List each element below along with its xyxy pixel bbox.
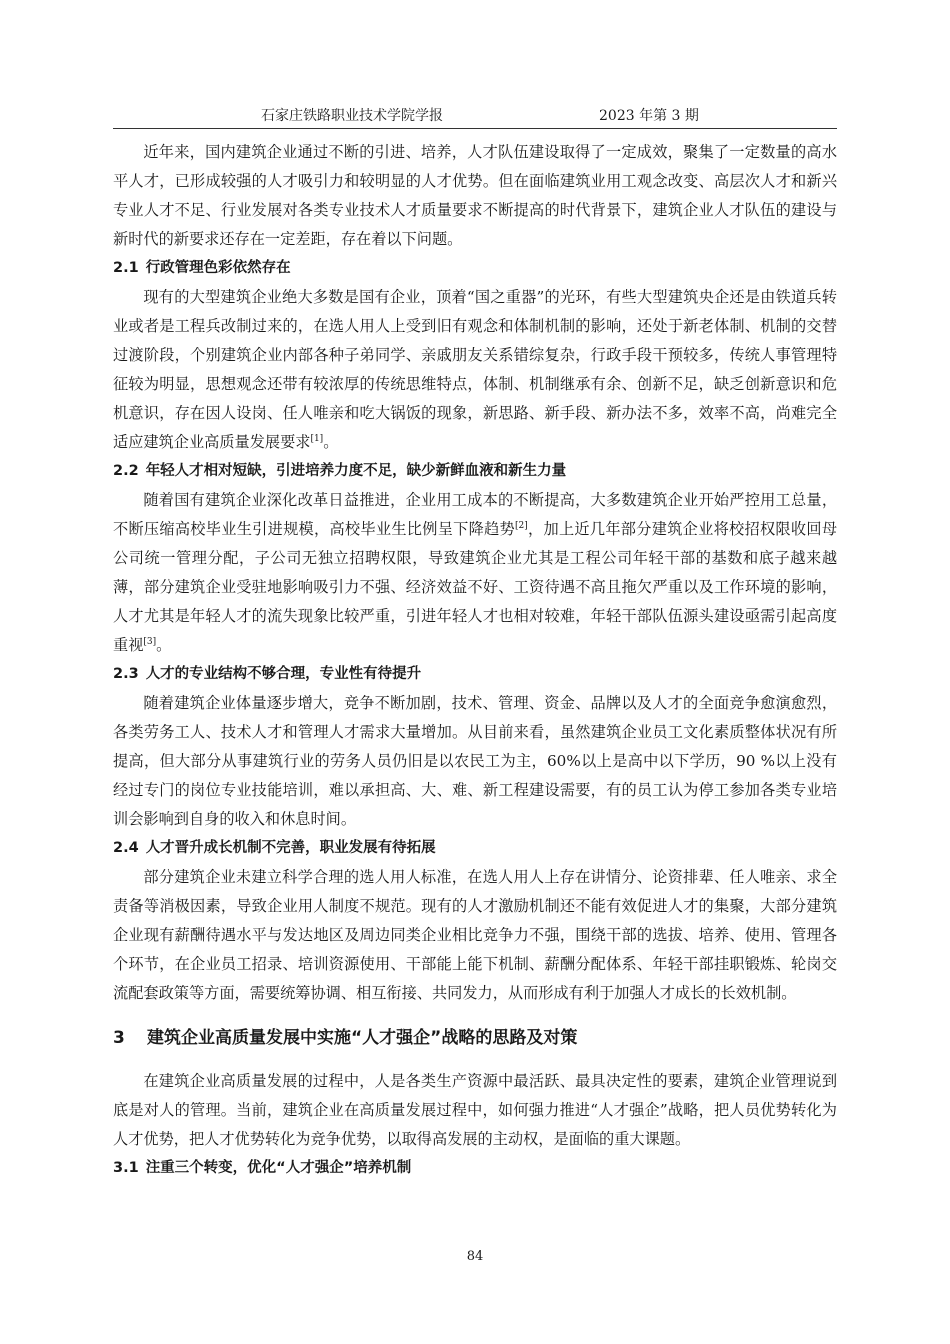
section-2-4-heading (113, 834, 837, 863)
header-rule (113, 128, 837, 129)
section-2-1-paragraph (113, 283, 837, 457)
section-title: 建筑企业高质量发展中实施“人才强企”战略的思路及对策 (147, 1028, 578, 1048)
issue-label: 2023 年第 3 期 (599, 108, 699, 124)
paragraph-tail: 。 (156, 636, 172, 654)
section-2-1-heading (113, 254, 837, 283)
citation-ref[interactable]: [2] (515, 521, 528, 531)
paragraph-text: ，加上近几年部分建筑企业将校招权限收回母公司统一管理分配，子公司无独立招聘权限，导致建筑企业尤其是工程公司年轻干部的基数和底子越来越薄，部分建筑企业受驻地影响吸引力不强、经济效益不好、工资待遇不高且拖欠严重以及工作环境的影响，人才尤其是年轻人才的流失现象比较严重，引进年轻人才也相对较难，年轻干部队伍源头建设亟需引起高度重视 (113, 520, 838, 654)
citation-ref[interactable]: [3] (143, 637, 157, 647)
section-3-heading (113, 1023, 837, 1053)
paragraph-text: 随着国有建筑企业深化改革日益推进，企业用工成本的不断提高，大多数建筑企业开始严控用工总量，不断压缩高校毕业生引进规模，高校毕业生比例呈下降趋势 (113, 491, 837, 538)
section-title: 人才晋升成长机制不完善，职业发展有待拓展 (145, 840, 436, 856)
section-title: 年轻人才相对短缺，引进培养力度不足，缺少新鲜血液和新生力量 (145, 463, 567, 479)
intro-paragraph: 近年来，国内建筑企业通过不断的引进、培养，人才队伍建设取得了一定成效，聚集了一定数量的高水平人才，已形成较强的人才吸引力和较明显的人才优势。但在面临建筑业用工观念改变、高层次人才和新兴专业人才不足、行业发展对各类专业技术人才质量要求不断提高的时代背景下，建筑企业人才队伍的建设与新时代的新要求还存在一定差距，存在着以下问题。 (113, 143, 837, 248)
section-3-paragraph: 在建筑企业高质量发展的过程中，人是各类生产资源中最活跃、最具决定性的要素，建筑企业管理说到底是对人的管理。当前，建筑企业在高质量发展过程中，如何强力推进“人才强企”战略，把人员优势转化为人才优势，把人才优势转化为竞争优势，以取得高发展的主动权，是面临的重大课题。 (113, 1072, 837, 1148)
paragraph-text: 现有的大型建筑企业绝大多数是国有企业，顶着“国之重器”的光环，有些大型建筑央企还是由铁道兵转业或者是工程兵改制过来的，在选人用人上受到旧有观念和体制机制的影响，还处于新老体制、机制的交替过渡阶段，个别建筑企业内部各种子弟同学、亲戚朋友关系错综复杂，行政手段干预较多，传统人事管理特征较为明显，思想观念还带有较浓厚的传统思维特点，体制、机制继承有余、创新不足，缺乏创新意识和危机意识，存在因人设岗、任人唯亲和吃大锅饭的现象，新思路、新手段、新办法不多，效率不高，尚难完全适应建筑企业高质量发展要求 (113, 288, 837, 451)
journal-title: 石家庄铁路职业技术学院学报 (261, 108, 443, 124)
section-number: 2.4 (113, 840, 139, 856)
section-number: 2.2 (113, 463, 139, 479)
section-number: 2.3 (113, 666, 139, 682)
section-number: 2.1 (113, 260, 139, 276)
section-2-3-heading (113, 660, 837, 689)
article-body (113, 138, 837, 1183)
section-number: 3.1 (113, 1160, 139, 1176)
citation-ref[interactable]: [1] (310, 434, 324, 444)
section-2-4-paragraph: 部分建筑企业未建立科学合理的选人用人标准，在选人用人上存在讲情分、论资排辈、任人唯亲、求全责备等消极因素，导致企业用人制度不规范。现有的人才激励机制还不能有效促进人才的集聚，大部分建筑企业现有薪酬待遇水平与发达地区及周边同类企业相比竞争力不强，围绕干部的选拔、培养、使用、管理各个环节，在企业员工招录、培训资源使用、干部能上能下机制、薪酬分配体系、年轻干部挂职锻炼、轮岗交流配套政策等方面，需要统筹协调、相互衔接、共同发力，从而形成有利于加强人才成长的长效机制。 (113, 868, 837, 1002)
section-2-2-heading (113, 457, 837, 486)
page-number: 84 (466, 1249, 484, 1264)
running-header (113, 104, 837, 128)
section-title: 注重三个转变，优化“人才强企”培养机制 (145, 1160, 412, 1176)
paragraph-tail: 。 (323, 433, 339, 451)
section-2-3-paragraph: 随着建筑企业体量逐步增大，竞争不断加剧，技术、管理、资金、品牌以及人才的全面竞争愈演愈烈，各类劳务工人、技术人才和管理人才需求大量增加。从目前来看，虽然建筑企业员工文化素质整体状况有所提高，但大部分从事建筑行业的劳务人员仍旧是以农民工为主，60%以上是高中以下学历，90 %以上没有经过专门的岗位专业技能培训，难以承担高、大、难、新工程建设需要，有的员工认为停工参加各类专业培训会影响到自身的收入和休息时间。 (113, 694, 837, 828)
section-2-2-paragraph (113, 486, 837, 660)
section-title: 行政管理色彩依然存在 (145, 260, 291, 276)
section-title: 人才的专业结构不够合理，专业性有待提升 (145, 666, 422, 682)
section-number: 3 (113, 1028, 125, 1048)
section-3-1-heading (113, 1154, 837, 1183)
